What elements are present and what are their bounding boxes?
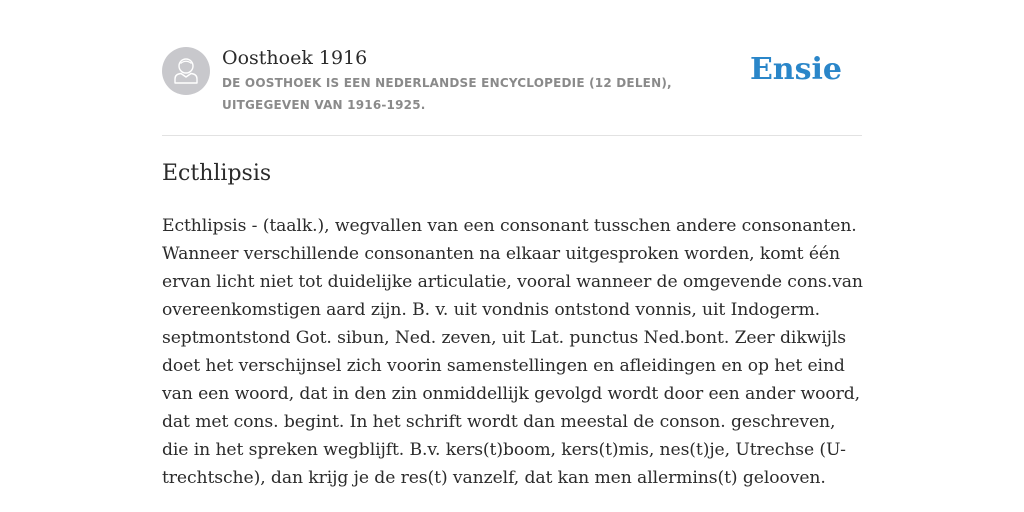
user-placeholder-icon <box>162 47 210 95</box>
article-page <box>162 0 862 512</box>
entry-title: Ecthlipsis <box>162 161 272 186</box>
brand-logo[interactable]: Ensie <box>749 52 842 87</box>
source-title[interactable]: Oosthoek 1916 <box>222 47 368 69</box>
source-description: DE OOSTHOEK IS EEN NEDERLANDSE ENCYCLOPEDIE (12 DELEN), UITGEGEVEN VAN 1916-1925. <box>222 76 672 112</box>
avatar[interactable] <box>162 47 210 95</box>
entry-body: Ecthlipsis - (taalk.), wegvallen van een consonant tusschen andere consonanten. Wanneer verschillende consonanten na elkaar uitgesproken worden, komt één ervan licht niet tot duidelijke articulatie, vooral wanneer de omgevende cons.van overeenkomstigen aard zijn. B. v. uit vondnis ontstond vonnis, uit Indogerm. septmontstond Got. sibun, Ned. zeven, uit Lat. punctus Ned.bont. Zeer dikwijls doet het verschijnsel zich voorin samenstellingen en afleidingen en op het eind van een woord, dat in den zin onmiddellijk gevolgd wordt door een ander woord, dat met cons. begint. In het schrift wordt dan meestal de conson. geschreven, die in het spreken wegblijft. B.v. kers(t)boom, kers(t)mis, nes(t)je, Utrechse (U-trechtsche), dan krijg je de res(t) vanzelf, dat kan men allermins(t) gelooven. <box>162 216 863 488</box>
source-header <box>162 44 862 136</box>
